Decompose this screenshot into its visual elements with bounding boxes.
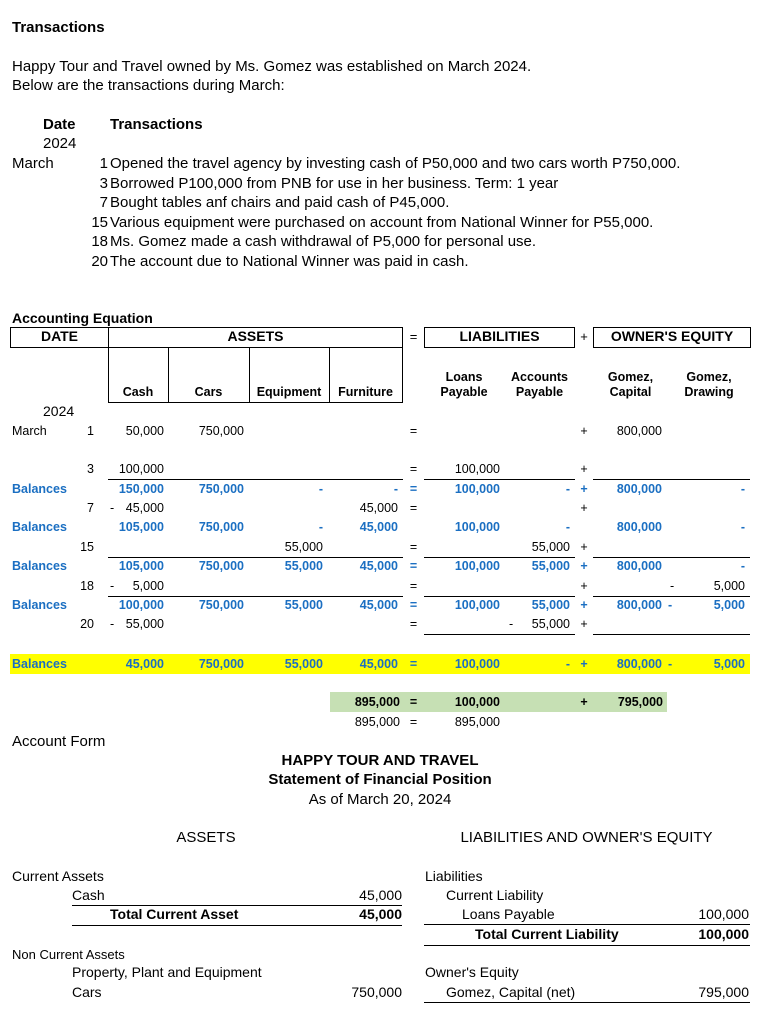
row-plus: + <box>580 482 588 496</box>
capital-net-amount: 795,000 <box>698 984 749 1000</box>
ap-sign: - <box>509 617 514 631</box>
total-equity: 795,000 <box>617 695 663 709</box>
drawing-sign: - <box>670 579 675 593</box>
cash-label: Cash <box>72 887 105 903</box>
owners-equity-label: Owner's Equity <box>425 964 519 980</box>
cell-loans: 100,000 <box>454 559 500 573</box>
cell-equip: - <box>318 482 323 496</box>
cell-cash: 50,000 <box>125 424 164 438</box>
ppe-label: Property, Plant and Equipment <box>72 964 262 980</box>
cell-cars: 750,000 <box>198 520 244 534</box>
tx-day: 18 <box>91 233 108 250</box>
cell-loans: 100,000 <box>454 520 500 534</box>
tx-day: 20 <box>91 252 108 270</box>
tx-month: March <box>12 155 54 172</box>
col-gomez-drawing: Gomez, Drawing <box>684 370 734 399</box>
balances-label: Balances <box>12 520 67 534</box>
cell-loans: 100,000 <box>454 462 500 476</box>
header-equals: = <box>409 329 418 344</box>
cell-capital: 800,000 <box>616 559 662 573</box>
row-equals: = <box>409 657 418 671</box>
check-left: 895,000 <box>354 715 400 729</box>
cell-ap: 55,000 <box>531 598 570 612</box>
total-current-asset-amount: 45,000 <box>359 906 402 922</box>
capital-net-label: Gomez, Capital (net) <box>446 984 576 1000</box>
row-equals: = <box>409 482 418 496</box>
row-plus: + <box>580 617 588 631</box>
tx-text: Opened the travel agency by investing cash of P50,000 and two cars worth P750,000. <box>110 155 681 172</box>
total-current-asset-label: Total Current Asset <box>110 906 239 922</box>
capital-sign: - <box>668 598 673 612</box>
cell-equip: 55,000 <box>284 657 323 671</box>
tx-text: Borrowed P100,000 from PNB for use in her business. Term: 1 year <box>110 174 559 192</box>
loans-payable-amount: 100,000 <box>698 906 749 922</box>
equation-year: 2024 <box>43 403 75 419</box>
sfp-assets-header: ASSETS <box>176 829 236 846</box>
tx-day: 3 <box>99 174 108 192</box>
cash-sign: - <box>110 579 115 593</box>
balances-label: Balances <box>12 559 67 573</box>
row-plus: + <box>580 501 588 515</box>
tx-transactions-header: Transactions <box>110 116 203 133</box>
statement-title: Statement of Financial Position <box>268 771 492 788</box>
noncurrent-assets-label: Non Current Assets <box>12 947 125 962</box>
cell-drawing: 5,000 <box>713 579 745 593</box>
cell-drawing: 5,000 <box>713 657 745 671</box>
row-plus: + <box>580 540 588 554</box>
check-right: 895,000 <box>454 715 500 729</box>
cell-cash: 55,000 <box>125 617 164 631</box>
col-cars: Cars <box>194 385 223 399</box>
row-day: 1 <box>87 424 94 438</box>
cell-capital: 800,000 <box>616 482 662 496</box>
row-equals: = <box>409 424 418 438</box>
check-equals: = <box>409 715 418 729</box>
tx-text: Ms. Gomez made a cash withdrawal of P5,000 for personal use. <box>110 233 537 250</box>
cash-amount: 45,000 <box>359 887 402 903</box>
balances-label: Balances <box>12 657 67 671</box>
total-liabilities: 100,000 <box>454 695 500 709</box>
total-equals: = <box>409 695 418 709</box>
row-plus: + <box>580 424 588 438</box>
cell-capital: 800,000 <box>616 424 662 438</box>
cell-cars: 750,000 <box>198 598 244 612</box>
intro-line-1: Happy Tour and Travel owned by Ms. Gomez was established on March 2024. <box>12 58 532 75</box>
row-day: 20 <box>80 617 94 631</box>
loans-payable-label: Loans Payable <box>462 906 555 922</box>
cell-capital: 800,000 <box>616 520 662 534</box>
cell-furn: - <box>393 482 398 496</box>
section-title: Transactions <box>12 19 105 36</box>
row-day: 3 <box>87 462 94 476</box>
cell-cash: 100,000 <box>118 598 164 612</box>
current-liability-label: Current Liability <box>446 887 544 903</box>
row-equals: = <box>409 559 418 573</box>
cell-equip: 55,000 <box>284 598 323 612</box>
total-current-liability-amount: 100,000 <box>698 926 749 942</box>
cell-equip: 55,000 <box>284 559 323 573</box>
col-accounts-payable: Accounts Payable <box>511 370 568 399</box>
capital-sign: - <box>668 657 673 671</box>
row-equals: = <box>409 617 418 631</box>
col-furniture: Furniture <box>338 385 393 399</box>
cell-cash: 5,000 <box>132 579 164 593</box>
cell-cash: 45,000 <box>125 501 164 515</box>
cell-cash: 105,000 <box>118 520 164 534</box>
cell-ap: 55,000 <box>531 617 570 631</box>
cell-ap: 55,000 <box>531 540 570 554</box>
cell-loans: 100,000 <box>454 598 500 612</box>
cell-drawing: - <box>740 520 745 534</box>
col-loans-payable: Loans Payable <box>440 370 488 399</box>
cell-drawing: - <box>740 559 745 573</box>
cell-cash: 150,000 <box>118 482 164 496</box>
total-plus: + <box>580 695 588 709</box>
sfp-liab-header: LIABILITIES AND OWNER'S EQUITY <box>460 829 713 846</box>
row-plus: + <box>580 657 588 671</box>
cell-ap: - <box>565 657 570 671</box>
cell-drawing: 5,000 <box>713 598 745 612</box>
cell-equip: 55,000 <box>284 540 323 554</box>
row-plus: + <box>580 598 588 612</box>
intro-line-2: Below are the transactions during March: <box>12 77 285 94</box>
cell-furn: 45,000 <box>359 501 398 515</box>
row-equals: = <box>409 598 418 612</box>
cell-loans: 100,000 <box>454 482 500 496</box>
row-plus: + <box>580 462 588 476</box>
cell-cash: 45,000 <box>125 657 164 671</box>
cell-cars: 750,000 <box>198 559 244 573</box>
cell-equip: - <box>318 520 323 534</box>
cell-drawing: - <box>740 482 745 496</box>
cell-cars: 750,000 <box>198 424 244 438</box>
row-plus: + <box>580 579 588 593</box>
tx-text: The account due to National Winner was paid in cash. <box>110 252 469 270</box>
row-equals: = <box>409 579 418 593</box>
cash-sign: - <box>110 617 115 631</box>
tx-day: 7 <box>99 194 108 211</box>
cell-furn: 45,000 <box>359 559 398 573</box>
cell-furn: 45,000 <box>359 657 398 671</box>
date-header: DATE <box>40 328 79 344</box>
total-current-liability-label: Total Current Liability <box>475 926 619 942</box>
cell-cash: 105,000 <box>118 559 164 573</box>
tx-year: 2024 <box>43 135 77 152</box>
col-equipment: Equipment <box>256 385 322 399</box>
equation-title: Accounting Equation <box>12 310 153 326</box>
cell-capital: 800,000 <box>616 598 662 612</box>
row-day: 7 <box>87 501 94 515</box>
cash-sign: - <box>110 501 115 515</box>
cell-cars: 750,000 <box>198 657 244 671</box>
equity-header: OWNER'S EQUITY <box>610 328 734 344</box>
tx-text: Various equipment were purchased on account from National Winner for P55,000. <box>110 213 654 231</box>
cars-label: Cars <box>72 984 102 1000</box>
tx-day: 1 <box>99 155 108 172</box>
current-assets-label: Current Assets <box>12 868 104 884</box>
cell-furn: 45,000 <box>359 520 398 534</box>
company-name: HAPPY TOUR AND TRAVEL <box>281 752 479 769</box>
tx-date-header: Date <box>43 116 76 133</box>
equation-month: March <box>12 424 47 438</box>
header-plus: + <box>580 329 588 344</box>
cell-cars: 750,000 <box>198 482 244 496</box>
tx-text: Bought tables anf chairs and paid cash of P45,000. <box>110 194 450 211</box>
row-equals: = <box>409 501 418 515</box>
liabilities-header: LIABILITIES <box>459 328 540 344</box>
col-gomez-capital: Gomez, Capital <box>607 370 654 399</box>
cell-ap: 55,000 <box>531 559 570 573</box>
cell-capital: 800,000 <box>616 657 662 671</box>
cars-amount: 750,000 <box>351 984 402 1000</box>
tx-day: 15 <box>91 213 108 231</box>
col-cash: Cash <box>122 385 154 399</box>
cell-loans: 100,000 <box>454 657 500 671</box>
liabilities-label: Liabilities <box>425 868 483 884</box>
statement-date: As of March 20, 2024 <box>308 791 452 808</box>
balances-label: Balances <box>12 598 67 612</box>
row-plus: + <box>580 559 588 573</box>
assets-header: ASSETS <box>227 328 284 344</box>
row-day: 15 <box>80 540 94 554</box>
cell-furn: 45,000 <box>359 598 398 612</box>
row-equals: = <box>409 462 418 476</box>
total-assets: 895,000 <box>354 695 400 709</box>
row-day: 18 <box>80 579 94 593</box>
account-form-label: Account Form <box>12 733 106 750</box>
cell-cash: 100,000 <box>118 462 164 476</box>
cell-ap: - <box>565 482 570 496</box>
row-equals: = <box>409 540 418 554</box>
cell-ap: - <box>565 520 570 534</box>
balances-label: Balances <box>12 482 67 496</box>
